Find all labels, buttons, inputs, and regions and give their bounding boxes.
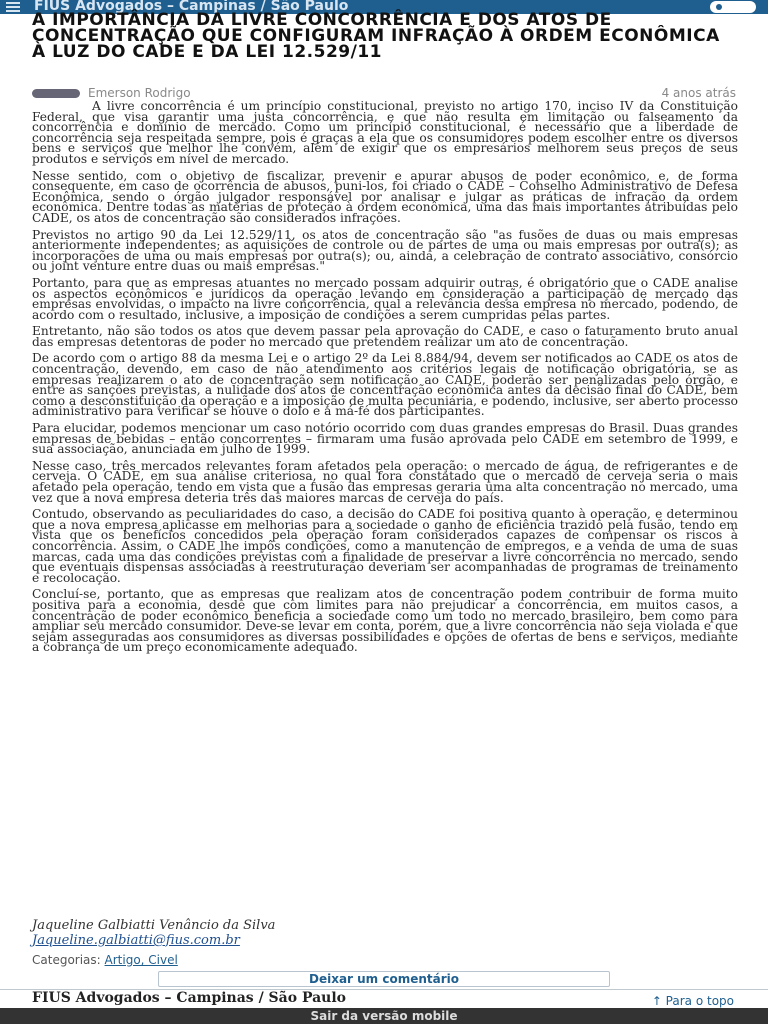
article-body	[32, 101, 738, 659]
hamburger-menu-icon[interactable]	[6, 2, 20, 12]
paragraph: Previstos no artigo 90 da Lei 12.529/11, os atos de concentração são "as fusões de duas ou mais empresas anteriormente independentes; as aquisições de controle ou de partes de uma ou mais empresas por outra(s); as incorporações de uma ou mais empresas por outra(s); ou, ainda, a celebração de contrato associativo, consórcio ou joint venture entre duas ou mais empresas."	[32, 227, 738, 274]
leave-comment-button[interactable]: Deixar um comentário	[158, 971, 610, 987]
paragraph: Nesse caso, três mercados relevantes foram afetados pela operação: o mercado de água, de refrigerantes e de cerveja. O CADE, em sua análise criteriosa, no qual fora constatado que o mercado de cerveja seria o mais afetado pela operação, tendo em vista que a fusão das empresas geraria uma alta concentração no mercado, uma vez que a nova empresa deteria três das maiores marcas de cerveja do país.	[32, 458, 738, 505]
post-date: 4 anos atrás	[661, 86, 736, 100]
paragraph: A livre concorrência é um princípio constitucional, previsto no artigo 170, inciso IV da Constituição Federal, que visa garantir uma justa concorrência, e que não resulta em limitação ou falseamento da concorrência e domínio de mercado. Como um princípio constitucional, é necessário que a liberdade de concorrência seja respeitada sempre, pois é graças a ela que os consumidores podem escolher entre os diversos bens e serviços que melhor lhe convém, além de exigir que os empresários melhorem seus preços de seus produtos e serviços em nível de mercado.	[32, 99, 738, 166]
paragraph: De acordo com o artigo 88 da mesma Lei e o artigo 2º da Lei 8.884/94, devem ser notificados ao CADE os atos de concentração, devendo, em caso de não atendimento aos critérios legais de notificação obrigatória, se as empresas realizarem o ato de concentração sem notificação ao CADE, poderão ser penalizadas pelo órgão, e entre as sanções previstas, a nulidade dos atos de concentração econômica antes da decisão final do CADE, bem como a desconstituição da operação e a imposição de multa pecuniária, e podendo, inclusive, ser aberto processo administrativo para verificar se houve o dolo e a má-fé dos participantes.	[32, 351, 738, 419]
paragraph: Entretanto, não são todos os atos que devem passar pela aprovação do CADE, e caso o faturamento bruto anual das empresas detentoras de poder no mercado que pretendem realizar um ato de concentração.	[32, 324, 738, 349]
paragraph: Para elucidar, podemos mencionar um caso notório ocorrido com duas grandes empresas do Brasil. Duas grandes empresas de bebidas – então concorrentes – firmaram uma fusão aprovada pelo CADE em setembro de 1999, e sua associação, anunciada em julho de 1999.	[32, 421, 738, 457]
paragraph: Concluí-se, portanto, que as empresas que realizam atos de concentração podem contribuir de forma muito positiva para a economia, desde que com limites para não prejudicar a concorrência, em muitos casos, a concentração de poder econômico beneficia a sociedade como um todo no mercado brasileiro, bem como para ampliar seu mercado consumidor. Deve-se levar em conta, porém, que a livre concorrência não seja violada e que sejam asseguradas aos consumidores as diversas possibilidades e opções de ofertas de bens e serviços, mediante a cobrança de um preço economicamente adequado.	[32, 587, 738, 655]
paragraph: Nesse sentido, com o objetivo de fiscalizar, prevenir e apurar abusos de poder econômico, e, de forma consequente, em caso de ocorrência de abusos, puni-los, foi criado o CADE – Conselho Administrativo de Defesa Econômica, sendo o órgão julgador responsável por analisar e julgar as práticas de infração da ordem econômica. Dentre todas as matérias de proteção à ordem econômica, uma das mais importantes atribuídas pelo CADE, os atos de concentração são considerados infrações.	[32, 168, 738, 225]
back-to-top-link[interactable]: ↑ Para o topo	[651, 994, 734, 1008]
author-avatar	[32, 89, 80, 98]
site-title-link[interactable]: FIUS Advogados – Campinas / São Paulo	[34, 0, 349, 14]
search-icon	[716, 4, 722, 10]
categories	[32, 953, 178, 967]
author-name[interactable]: Emerson Rodrigo	[88, 86, 191, 100]
footer-site-title[interactable]: FIUS Advogados – Campinas / São Paulo	[32, 990, 347, 1006]
signature-name: Jaqueline Galbiatti Venâncio da Silva	[32, 918, 276, 933]
author-signature	[32, 918, 732, 948]
paragraph: Contudo, observando as peculiaridades do caso, a decisão do CADE foi positiva quanto à operação, e determinou que a nova empresa aplicasse em melhorias para a sociedade o ganho de eficiência trazido pela fusão, tendo em vista que os benefícios concedidos pela operação foram considerados capazes de compensar os riscos à concorrência. Assim, o CADE lhe impôs condições, como a manutenção de empregos, e a venda de uma de suas marcas, cada uma das condições previstas com a finalidade de preservar a livre concorrência no mercado, sendo que eventuais dispensas associadas à reestruturação deveriam ser acompanhadas de programas de treinamento e recolocação.	[32, 507, 738, 585]
signature-email-link[interactable]: Jaqueline.galbiatti@fius.com.br	[32, 933, 240, 948]
categories-label: Categorias:	[32, 953, 101, 967]
article-title: A IMPORTÂNCIA DA LIVRE CONCORRÊNCIA E DOS ATOS DE CONCENTRAÇÃO QUE CONFIGURAM INFRAÇÃO À ORDEM ECONÔMICA À LUZ DO CADE E DA LEI 12.529/11	[32, 10, 720, 62]
paragraph: Portanto, para que as empresas atuantes no mercado possam adquirir outras, é obrigatório que o CADE analise os aspectos econômicos e jurídicos da operação levando em consideração a participação de mercado das empresas envolvidas, o impacto na livre concorrência, qual a relevância dessa empresa no mercado, podendo, de acordo com o resultado, inclusive, a imposição de condições a serem cumpridas pelas partes.	[32, 275, 738, 322]
exit-mobile-version-link[interactable]: Sair da versão mobile	[0, 1008, 768, 1024]
category-links[interactable]: Artigo, Civel	[104, 953, 178, 967]
